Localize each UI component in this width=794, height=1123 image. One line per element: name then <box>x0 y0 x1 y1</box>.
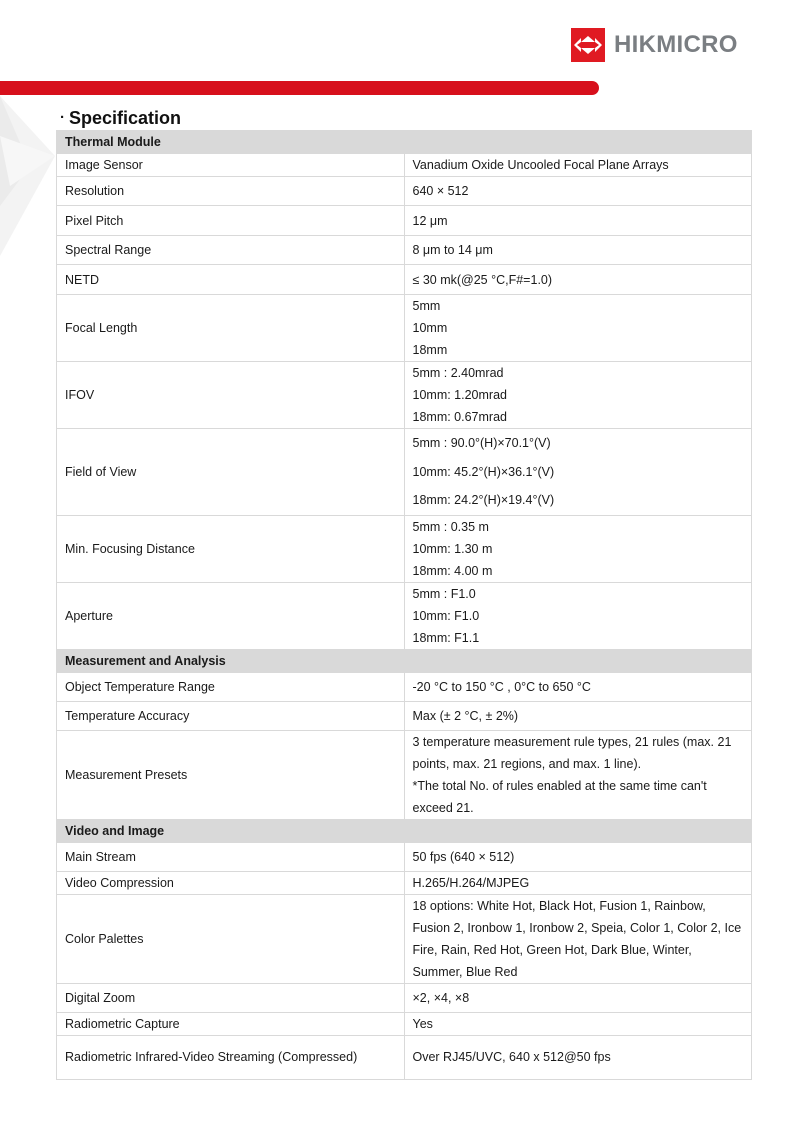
row-label: IFOV <box>57 362 405 429</box>
row-value <box>404 701 752 730</box>
value-line: 50 fps (640 × 512) <box>412 849 515 864</box>
row-label: Pixel Pitch <box>57 206 405 236</box>
value-line: 5mm : F1.0 <box>412 586 476 601</box>
table-row <box>57 236 752 265</box>
row-label: Resolution <box>57 177 405 206</box>
value-line: -20 °C to 150 °C , 0°C to 650 °C <box>412 679 591 694</box>
value-line: 10mm: 1.30 m <box>412 541 493 556</box>
table-row <box>57 295 752 362</box>
table-row <box>57 842 752 871</box>
value-line: 10mm: F1.0 <box>412 608 480 623</box>
row-value <box>404 295 752 362</box>
row-value <box>404 842 752 871</box>
table-row <box>57 177 752 206</box>
value-line: 18mm: 24.2°(H)×19.4°(V) <box>412 493 555 507</box>
value-line: Max (± 2 °C, ± 2%) <box>412 708 519 723</box>
row-value <box>404 154 752 177</box>
value-line: ≤ 30 mk(@25 °C,F#=1.0) <box>412 272 553 287</box>
section-title: Measurement and Analysis <box>57 649 752 672</box>
row-label: Video Compression <box>57 871 405 894</box>
value-line: 10mm: 1.20mrad <box>412 388 507 402</box>
section-header-thermal-module <box>57 131 752 154</box>
row-value <box>404 236 752 265</box>
bullet-dot: · <box>60 109 65 126</box>
brand-name: HIKMICRO <box>614 31 738 58</box>
row-value <box>404 730 752 819</box>
heading-text: Specification <box>69 108 182 128</box>
row-label: Radiometric Infrared-Video Streaming (Compressed) <box>57 1035 405 1079</box>
table-row <box>57 206 752 236</box>
table-row <box>57 672 752 701</box>
row-label: Min. Focusing Distance <box>57 515 405 582</box>
row-label: NETD <box>57 265 405 295</box>
table-row <box>57 701 752 730</box>
row-label: Aperture <box>57 582 405 649</box>
value-line: 10mm: 45.2°(H)×36.1°(V) <box>412 464 555 479</box>
section-title: Video and Image <box>57 819 752 842</box>
row-label: Spectral Range <box>57 236 405 265</box>
row-label: Radiometric Capture <box>57 1012 405 1035</box>
value-line: 3 temperature measurement rule types, 21 rules (max. 21 points, max. 21 regions, and max. 1 line). <box>412 734 732 771</box>
header-red-bar <box>0 81 599 95</box>
row-label: Digital Zoom <box>57 983 405 1012</box>
value-line: 5mm : 0.35 m <box>412 519 489 534</box>
row-value <box>404 265 752 295</box>
value-line: 18mm: 4.00 m <box>412 563 493 578</box>
background-star-graphic <box>0 96 60 256</box>
table-row <box>57 154 752 177</box>
table-row <box>57 730 752 819</box>
row-label: Focal Length <box>57 295 405 362</box>
value-line: *The total No. of rules enabled at the same time can't exceed 21. <box>412 778 707 815</box>
value-line: 8 μm to 14 μm <box>412 243 493 257</box>
section-title: Thermal Module <box>57 131 752 154</box>
table-row <box>57 362 752 429</box>
row-label: Temperature Accuracy <box>57 701 405 730</box>
value-line: ×2, ×4, ×8 <box>412 990 470 1005</box>
page-heading <box>60 108 181 129</box>
row-value <box>404 362 752 429</box>
table-row <box>57 871 752 894</box>
table-row <box>57 1035 752 1079</box>
value-line: 12 μm <box>412 213 448 228</box>
table-row <box>57 515 752 582</box>
table-row <box>57 983 752 1012</box>
brand-logo <box>571 27 738 63</box>
row-label: Color Palettes <box>57 894 405 983</box>
spec-table <box>56 130 752 1080</box>
value-line: 18 options: White Hot, Black Hot, Fusion 1, Rainbow, Fusion 2, Ironbow 1, Ironbow 2, Speia, Color 1, Color 2, Ice Fire, Rain, Red Hot, Green Hot, Dark Blue, Winter, Summer, Blue Red <box>412 898 742 979</box>
hikmicro-logo-icon <box>571 28 605 62</box>
row-label: Field of View <box>57 429 405 516</box>
row-value <box>404 1035 752 1079</box>
row-value <box>404 582 752 649</box>
row-value <box>404 983 752 1012</box>
value-line: 18mm: F1.1 <box>412 630 480 645</box>
row-value <box>404 177 752 206</box>
row-label: Main Stream <box>57 842 405 871</box>
value-line: Over RJ45/UVC, 640 x 512@50 fps <box>412 1050 611 1064</box>
table-row <box>57 582 752 649</box>
row-value <box>404 429 752 516</box>
row-value <box>404 1012 752 1035</box>
row-value <box>404 206 752 236</box>
row-value <box>404 871 752 894</box>
row-label: Image Sensor <box>57 154 405 177</box>
value-line: Vanadium Oxide Uncooled Focal Plane Arrays <box>412 158 669 172</box>
table-row <box>57 894 752 983</box>
row-label: Object Temperature Range <box>57 672 405 701</box>
value-line: 10mm <box>412 321 448 335</box>
section-header-measurement <box>57 649 752 672</box>
value-line: 5mm : 2.40mrad <box>412 366 504 380</box>
value-line: 640 × 512 <box>412 184 469 198</box>
value-line: 5mm : 90.0°(H)×70.1°(V) <box>412 436 551 450</box>
value-line: 5mm <box>412 299 441 313</box>
table-row <box>57 1012 752 1035</box>
value-line: Yes <box>412 1016 433 1031</box>
table-row <box>57 429 752 516</box>
table-row <box>57 265 752 295</box>
value-line: H.265/H.264/MJPEG <box>412 875 530 890</box>
row-value <box>404 515 752 582</box>
value-line: 18mm: 0.67mrad <box>412 410 507 424</box>
row-label: Measurement Presets <box>57 730 405 819</box>
value-line: 18mm <box>412 343 448 357</box>
section-header-video-image <box>57 819 752 842</box>
row-value <box>404 672 752 701</box>
row-value <box>404 894 752 983</box>
